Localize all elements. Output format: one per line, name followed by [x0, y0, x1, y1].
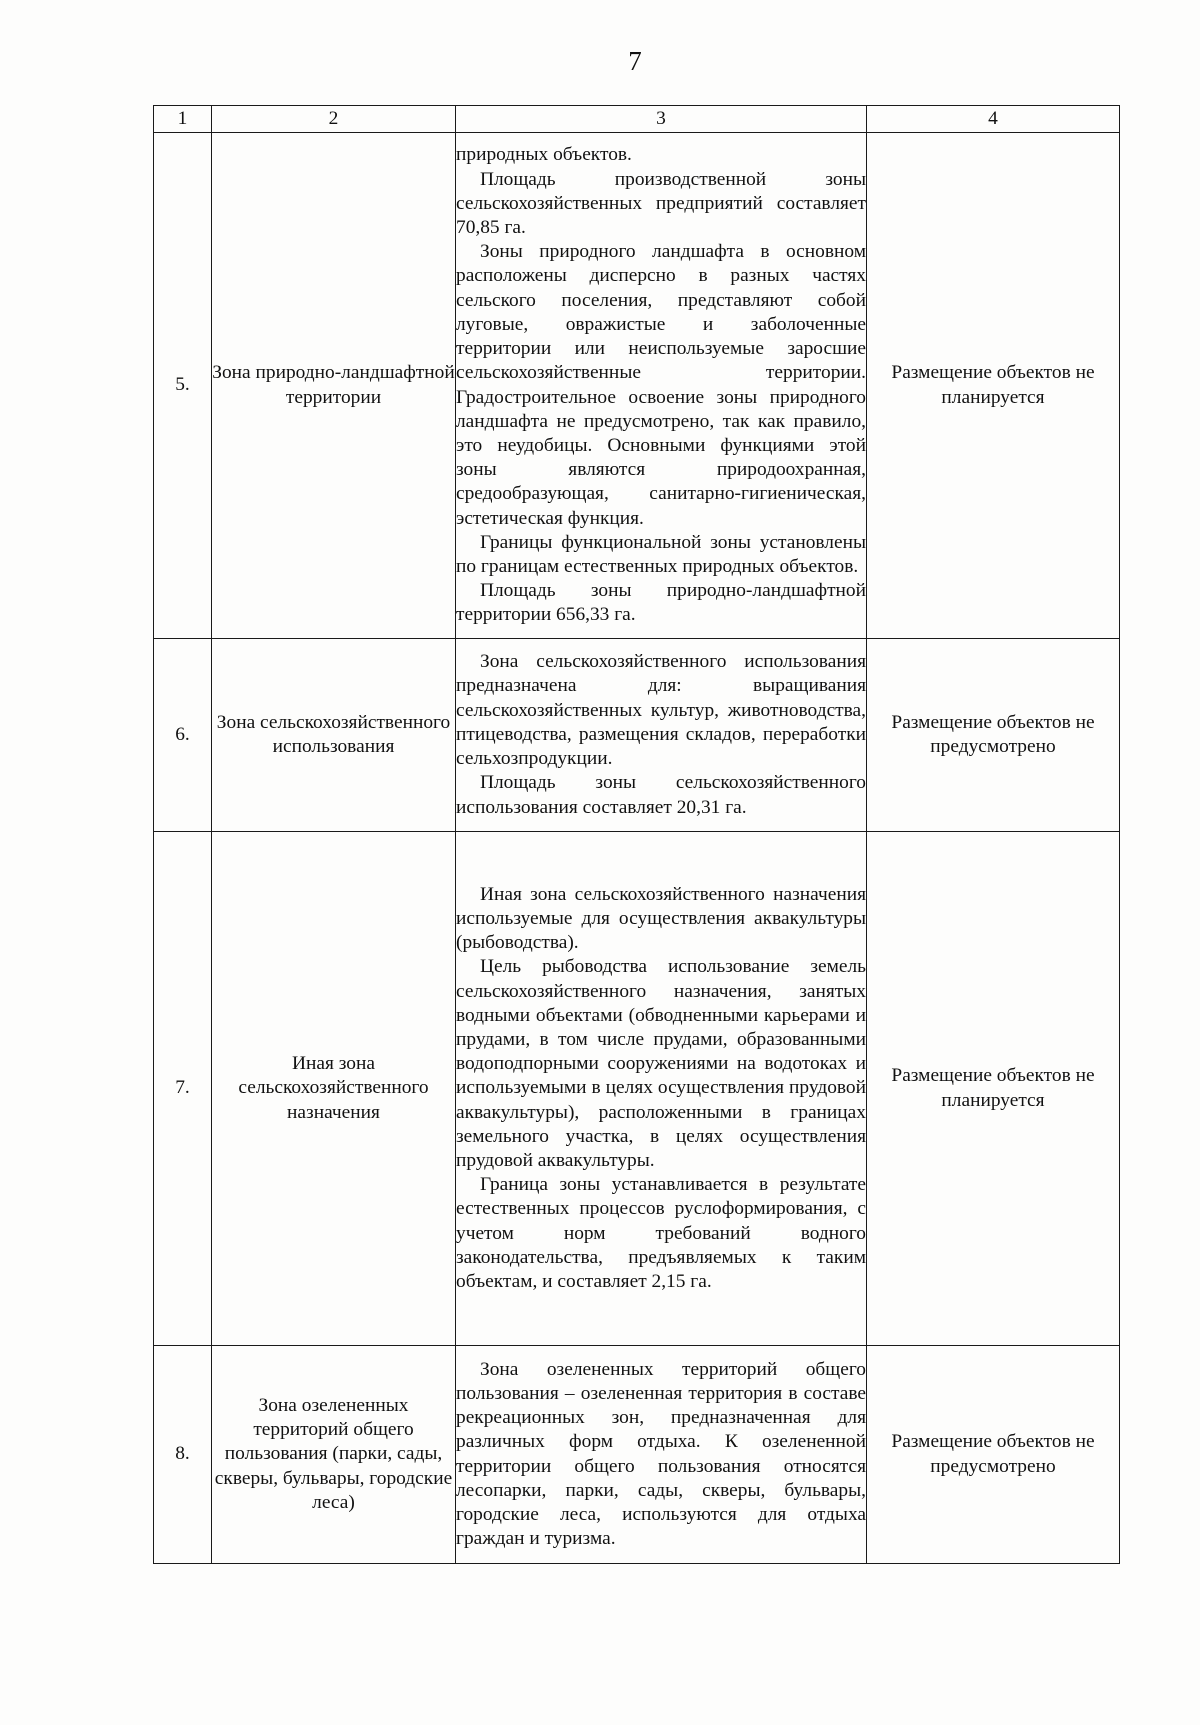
description-paragraph: Площадь зоны сельскохозяйственного использования составляет 20,31 га.	[456, 772, 866, 818]
placement-note: Размещение объектов не планируется	[867, 832, 1120, 1346]
header-col-1: 1	[154, 106, 212, 133]
zone-name: Иная зона сельскохозяйственного назначения	[212, 832, 456, 1346]
description-paragraph: Иная зона сельскохозяйственного назначения используемые для осуществления аквакультуры (рыбоводства).	[456, 883, 866, 954]
page-number: 7	[628, 46, 642, 76]
zone-name: Зона озелененных территорий общего пользования (парки, сады, скверы, бульвары, городские леса)	[212, 1346, 456, 1564]
description-paragraph: Площадь зоны природно-ландшафтной территории 656,33 га.	[456, 580, 866, 626]
description-paragraph: Площадь производственной зоны сельскохозяйственных предприятий составляет 70,85 га.	[456, 168, 866, 239]
header-row	[154, 106, 1120, 133]
description-paragraph: Зона сельскохозяйственного использования предназначена для: выращивания сельскохозяйственных культур, животноводства, птицеводства, размещения складов, переработки сельхозпродукции.	[456, 651, 866, 770]
header-col-3: 3	[456, 106, 867, 133]
zone-description	[456, 639, 867, 832]
row-number: 7.	[154, 832, 212, 1346]
placement-note: Размещение объектов не предусмотрено	[867, 1346, 1120, 1564]
zone-name: Зона природно-ландшафтной территории	[212, 133, 456, 639]
table-row	[154, 832, 1120, 1346]
header-col-2: 2	[212, 106, 456, 133]
zone-description	[456, 133, 867, 639]
description-paragraph: природных объектов.	[456, 144, 632, 166]
placement-note: Размещение объектов не предусмотрено	[867, 639, 1120, 832]
row-number: 8.	[154, 1346, 212, 1564]
table-row	[154, 639, 1120, 832]
row-number: 5.	[154, 133, 212, 639]
table-row	[154, 1346, 1120, 1564]
zone-description	[456, 832, 867, 1346]
description-paragraph: Цель рыбоводства использование земель сельскохозяйственного назначения, занятых водными объектами (обводненными карьерами и прудами, в том числе прудами, образованными водоподпорными сооружениями на водотоках и используемыми в целях осуществления прудовой аквакультуры), расположенными в границах земельного участка, в целях осуществления прудовой аквакультуры.	[456, 956, 866, 1171]
description-paragraph: Границы функциональной зоны установлены по границам естественных природных объектов.	[456, 531, 866, 577]
zone-name: Зона сельскохозяйственного использования	[212, 639, 456, 832]
description-paragraph: Зона озелененных территорий общего пользования – озелененная территория в составе рекреационных зон, предназначенная для различных форм отдыха. К озелененной территории общего пользования относятся лесопарки, парки, сады, скверы, бульвары, городские леса, используются для отдыха граждан и туризма.	[456, 1358, 866, 1550]
table-row	[154, 133, 1120, 639]
placement-note: Размещение объектов не планируется	[867, 133, 1120, 639]
row-number: 6.	[154, 639, 212, 832]
zones-table	[153, 105, 1120, 1564]
description-paragraph: Граница зоны устанавливается в результате естественных процессов руслоформирования, с учетом норм требований водного законодательства, предъявляемых к таким объектам, и составляет 2,15 га.	[456, 1174, 866, 1293]
header-col-4: 4	[867, 106, 1120, 133]
description-paragraph: Зоны природного ландшафта в основном расположены дисперсно в разных частях сельского поселения, представляют собой луговые, овражистые и заболоченные территории или неиспользуемые заросшие сельскохозяйственные территории. Градостроительное освоение зоны природного ландшафта не предусмотрено, так как правило, это неудобицы. Основными функциями этой зоны являются природоохранная, средообразующая, санитарно-гигиеническая, эстетическая функция.	[456, 241, 866, 529]
zone-description	[456, 1346, 867, 1564]
